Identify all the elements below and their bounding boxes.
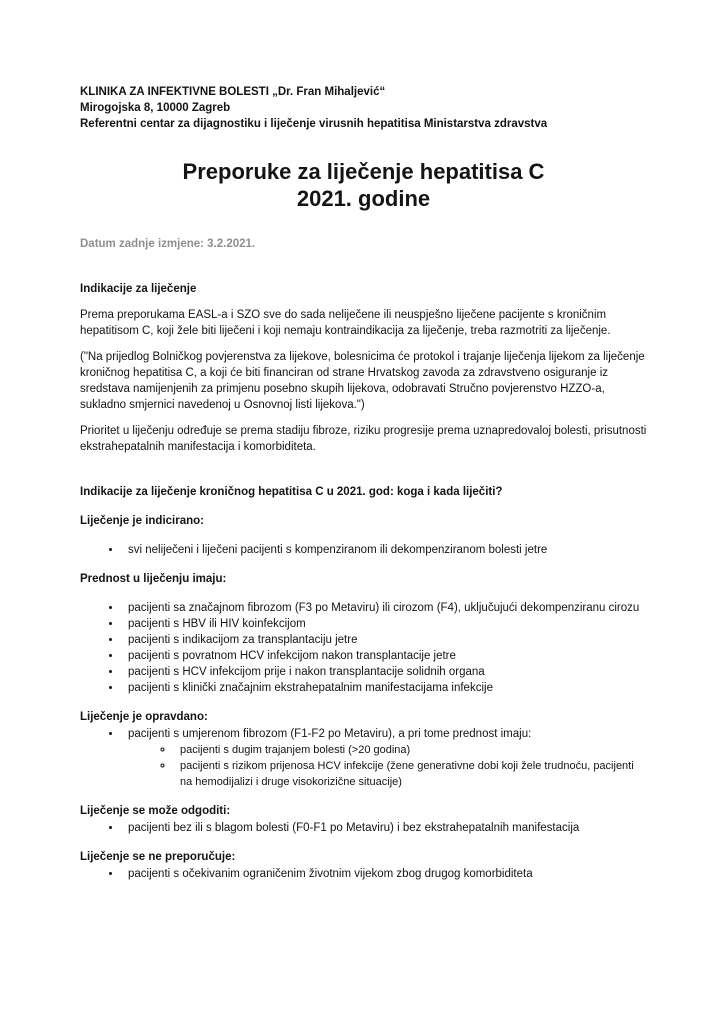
list-item: • svi neliječeni i liječeni pacijenti s kompenziranom ili dekompenziranom bolesti jetre (122, 542, 647, 558)
section-heading-indications: Indikacije za liječenje (80, 283, 197, 295)
section-heading-indicated: Liječenje je indicirano: (80, 515, 204, 527)
sub-list-item: ◦ pacijenti s rizikom prijenosa HCV infekcije (žene generativne dobi koji žele trudnoću, pacijenti na hemodijalizi i druge visokorizične situacije) (174, 758, 647, 790)
list-item: • pacijenti s HBV ili HIV koinfekcijom (122, 616, 647, 632)
paragraph-indications-3: Prioritet u liječenju određuje se prema stadiju fibroze, riziku progresije prema uznapredovaloj bolesti, prisutnosti ekstrahepatalnih manifestacija i komorbiditeta. (80, 425, 647, 453)
priority-list (80, 600, 647, 696)
section-heading-indications-2021: Indikacije za liječenje kroničnog hepatitisa C u 2021. god: koga i kada liječiti? (80, 486, 503, 498)
section-heading-justified: Liječenje je opravdano: (80, 711, 208, 723)
document-content (80, 84, 647, 882)
justified-sub-list (128, 742, 647, 790)
list-item: • pacijenti s očekivanim ograničenim životnim vijekom zbog drugog komorbiditeta (122, 866, 647, 882)
page-title-line-2: 2021. godine (296, 186, 431, 211)
section-heading-not-recommended: Liječenje se ne preporučuje: (80, 851, 236, 863)
justified-list (80, 726, 647, 790)
list-item: • pacijenti s povratnom HCV infekcijom nakon transplantacije jetre (122, 648, 647, 664)
letterhead (80, 84, 647, 132)
list-item: • pacijenti s indikacijom za transplantaciju jetre (122, 632, 647, 648)
list-item-text: pacijenti s umjerenom fibrozom (F1-F2 po Metaviru), a pri tome prednost imaju: (128, 728, 532, 740)
section-heading-may-postpone: Liječenje se može odgoditi: (80, 805, 231, 817)
list-item: • pacijenti sa značajnom fibrozom (F3 po Metaviru) ili cirozom (F4), uključujući dekompenziranu cirozu (122, 600, 647, 616)
section-heading-priority: Prednost u liječenju imaju: (80, 573, 227, 585)
not-recommended-list (80, 866, 647, 882)
list-item: • pacijenti s HCV infekcijom prije i nakon transplantacije solidnih organa (122, 664, 647, 680)
list-item: • pacijenti s klinički značajnim ekstrahepatalnim manifestacijama infekcije (122, 680, 647, 696)
page-title (80, 158, 647, 212)
page-title-line-1: Preporuke za liječenje hepatitisa C (182, 159, 545, 184)
paragraph-indications-2: ("Na prijedlog Bolničkog povjerenstva za lijekove, bolesnicima će protokol i trajanje liječenja lijekom za liječenje kroničnog hepatitisa C, a koji će biti financiran od strane Hrvatskog zavoda za zdravstveno osiguranje iz sredstava namijenjenih za primjenu posebno skupih lijekova, odobravati Stručno povjerenstvo HZZO-a, sukladno smjernici navedenoj u Osnovnoj listi lijekova.") (80, 351, 645, 411)
last-modified-note: Datum zadnje izmjene: 3.2.2021. (80, 238, 256, 250)
sub-list-item: ◦ pacijenti s dugim trajanjem bolesti (>20 godina) (174, 742, 647, 758)
letterhead-reference-center: Referentni centar za dijagnostiku i liječenje virusnih hepatitisa Ministarstva zdravstva (80, 118, 548, 130)
indicated-list (80, 542, 647, 558)
list-item: • pacijenti bez ili s blagom bolesti (F0-F1 po Metaviru) i bez ekstrahepatalnih manifestacija (122, 820, 647, 836)
letterhead-clinic-name: KLINIKA ZA INFEKTIVNE BOLESTI „Dr. Fran Mihaljević“ (80, 86, 386, 98)
list-item (122, 726, 647, 790)
letterhead-address: Mirogojska 8, 10000 Zagreb (80, 102, 231, 114)
paragraph-indications-1: Prema preporukama EASL-a i SZO sve do sada neliječene ili neuspješno liječene pacijente s kroničnim hepatitisom C, koji žele biti liječeni i koji nemaju kontraindikacija za liječenje, treba razmotriti za liječenje. (80, 309, 611, 337)
may-postpone-list (80, 820, 647, 836)
